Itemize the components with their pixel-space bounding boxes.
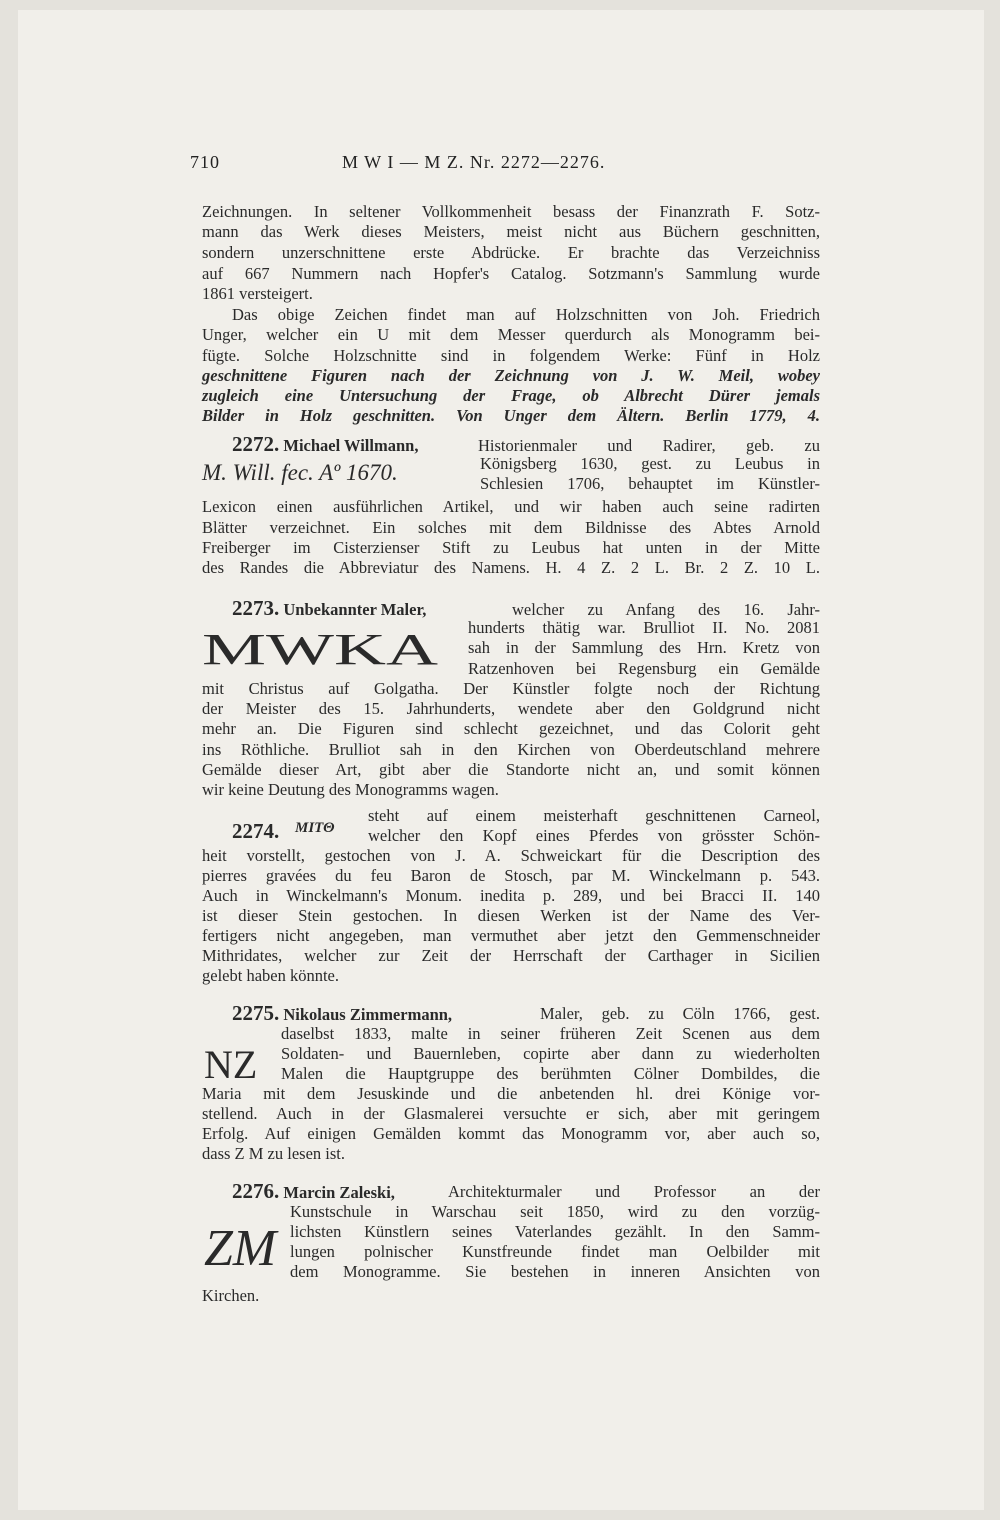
header-title: M W I — M Z. Nr. 2272—2276. [342, 152, 606, 172]
text-line: lungen polnischer Kunstfreunde findet man Oelbilder mit [290, 1242, 820, 1261]
text-line: dem Monogramme. Sie bestehen in inneren Ansichten von [290, 1262, 820, 1281]
text-line: pierres gravées du feu Baron de Stosch, par M. Winckelmann p. 543. [202, 866, 820, 885]
artist-name: Marcin Zaleski, [283, 1183, 395, 1202]
text-line: Historienmaler und Radirer, geb. zu [478, 436, 820, 455]
text-line: Architekturmaler und Professor an der [448, 1182, 820, 1201]
text-line: Freiberger im Cisterzienser Stift zu Leubus hat unten in der Mitte [202, 538, 820, 557]
text-line: zugleich eine Untersuchung der Frage, ob Albrecht Dürer jemals [202, 386, 820, 405]
text-line: ist dieser Stein gestochen. In diesen Werken ist der Name des Ver- [202, 906, 820, 925]
text-line: welcher zu Anfang des 16. Jahr- [512, 600, 820, 619]
text-line: gelebt haben könnte. [202, 966, 339, 985]
text-line: Schlesien 1706, behauptet im Künstler- [480, 474, 820, 493]
entry-heading [232, 1000, 452, 1026]
text-line: der Meister des 15. Jahrhunderts, wendete aber den Goldgrund nicht [202, 699, 820, 718]
text-line: Zeichnungen. In seltener Vollkommenheit besass der Finanzrath F. Sotz- [202, 202, 820, 221]
entry-number: 2276. [232, 1179, 280, 1203]
text-line: Kirchen. [202, 1286, 260, 1305]
text-line: sah in der Sammlung des Hrn. Kretz von [468, 638, 820, 657]
monogram-mark [200, 1205, 286, 1277]
page-number: 710 [190, 152, 220, 172]
monogram-mark: M. Will. fec. Aº 1670. [202, 460, 398, 485]
text-line: fügte. Solche Holzschnitte sind in folgendem Werke: Fünf in Holz [202, 346, 820, 365]
text-line: 1861 versteigert. [202, 284, 313, 303]
text-line: Kunstschule in Warschau seit 1850, wird zu den vorzüg- [290, 1202, 820, 1221]
entry-heading [232, 1178, 395, 1204]
entry-heading [232, 431, 418, 457]
text-line: Maler, geb. zu Cöln 1766, gest. [540, 1004, 820, 1023]
text-line: Unger, welcher ein U mit dem Messer querdurch als Monogramm bei- [202, 325, 820, 344]
monogram-mark [200, 1030, 274, 1090]
text-line: Gemälde dieser Art, gibt aber die Standorte nicht an, und somit können [202, 760, 820, 779]
text-line: daselbst 1833, malte in seiner früheren Zeit Scenen aus dem [281, 1024, 820, 1043]
text-line: heit vorstellt, gestochen von J. A. Schweickart für die Description des [202, 846, 820, 865]
text-line: Maria mit dem Jesuskinde und die anbetenden hl. drei Könige vor- [202, 1084, 820, 1103]
entry-number: 2275. [232, 1001, 280, 1025]
text-line: des Randes die Abbreviatur des Namens. H. 4 Z. 2 L. Br. 2 Z. 10 L. [202, 558, 820, 577]
monogram-mark [200, 620, 450, 670]
monogram-text: ZM [204, 1220, 277, 1277]
entry-number: 2274. [232, 819, 280, 843]
text-line: dass Z M zu lesen ist. [202, 1144, 345, 1163]
text-line: auf 667 Nummern nach Hopfer's Catalog. Sotzmann's Sammlung wurde [202, 264, 820, 283]
text-line: ins Röthliche. Brulliot sah in den Kirchen von Oberdeutschland mehrere [202, 740, 820, 759]
text-line: stellend. Auch in der Glasmalerei versuchte er sich, aber mit geringem [202, 1104, 820, 1123]
text-line: Soldaten- und Bauernleben, copirte aber dann zu wiederholten [281, 1044, 820, 1063]
text-line: wir keine Deutung des Monogramms wagen. [202, 780, 499, 799]
text-line: Mithridates, welcher zur Zeit der Herrschaft der Carthager in Sicilien [202, 946, 820, 965]
monogram-mark: ΜΙΤΘ [295, 820, 335, 836]
artist-name: Michael Willmann, [283, 436, 419, 455]
text-line: fertigers nicht angegeben, man vermuthet aber jetzt den Gemmenschneider [202, 926, 820, 945]
text-line: welcher den Kopf eines Pferdes von grösster Schön- [368, 826, 820, 845]
artist-name: Unbekannter Maler, [283, 600, 427, 619]
text-line: Ratzenhoven bei Regensburg ein Gemälde [468, 659, 820, 678]
entry-heading [232, 595, 426, 621]
text-line: sondern unzerschnittene erste Abdrücke. Er brachte das Verzeichniss [202, 243, 820, 262]
entry-number: 2273. [232, 596, 280, 620]
text-line: steht auf einem meisterhaft geschnittenen Carneol, [368, 806, 820, 825]
text-line: geschnittene Figuren nach der Zeichnung von J. W. Meil, wobey [202, 366, 820, 385]
monogram-text: NZ [204, 1042, 258, 1087]
text-line: Bilder in Holz geschnitten. Von Unger dem Ältern. Berlin 1779, 4. [202, 406, 820, 425]
monogram-text: MWKA [202, 625, 439, 670]
text-line: Erfolg. Auf einigen Gemälden kommt das Monogramm vor, aber auch so, [202, 1124, 820, 1143]
entry-number: 2272. [232, 432, 280, 456]
text-line: Das obige Zeichen findet man auf Holzschnitten von Joh. Friedrich [232, 305, 820, 324]
artist-name: Nikolaus Zimmermann, [283, 1005, 453, 1024]
text-line: Königsberg 1630, gest. zu Leubus in [480, 454, 820, 473]
text-line: mann das Werk dieses Meisters, meist nicht aus Büchern geschnitten, [202, 222, 820, 241]
entry-heading [232, 818, 279, 844]
running-header [190, 152, 815, 182]
text-line: mit Christus auf Golgatha. Der Künstler folgte noch der Richtung [202, 679, 820, 698]
text-line: hunderts thätig war. Brulliot II. No. 2081 [468, 618, 820, 637]
text-line: Lexicon einen ausführlichen Artikel, und wir haben auch seine radirten [202, 497, 820, 516]
text-line: Auch in Winckelmann's Monum. inedita p. 289, und bei Bracci II. 140 [202, 886, 820, 905]
text-line: Blätter verzeichnet. Ein solches mit dem Bildnisse des Abtes Arnold [202, 518, 820, 537]
text-line: Malen die Hauptgruppe des berühmten Cölner Dombildes, die [281, 1064, 820, 1083]
text-line: lichsten Künstlern seines Vaterlandes gezählt. In den Samm- [290, 1222, 820, 1241]
text-line: mehr an. Die Figuren sind schlecht gezeichnet, und das Colorit geht [202, 719, 820, 738]
